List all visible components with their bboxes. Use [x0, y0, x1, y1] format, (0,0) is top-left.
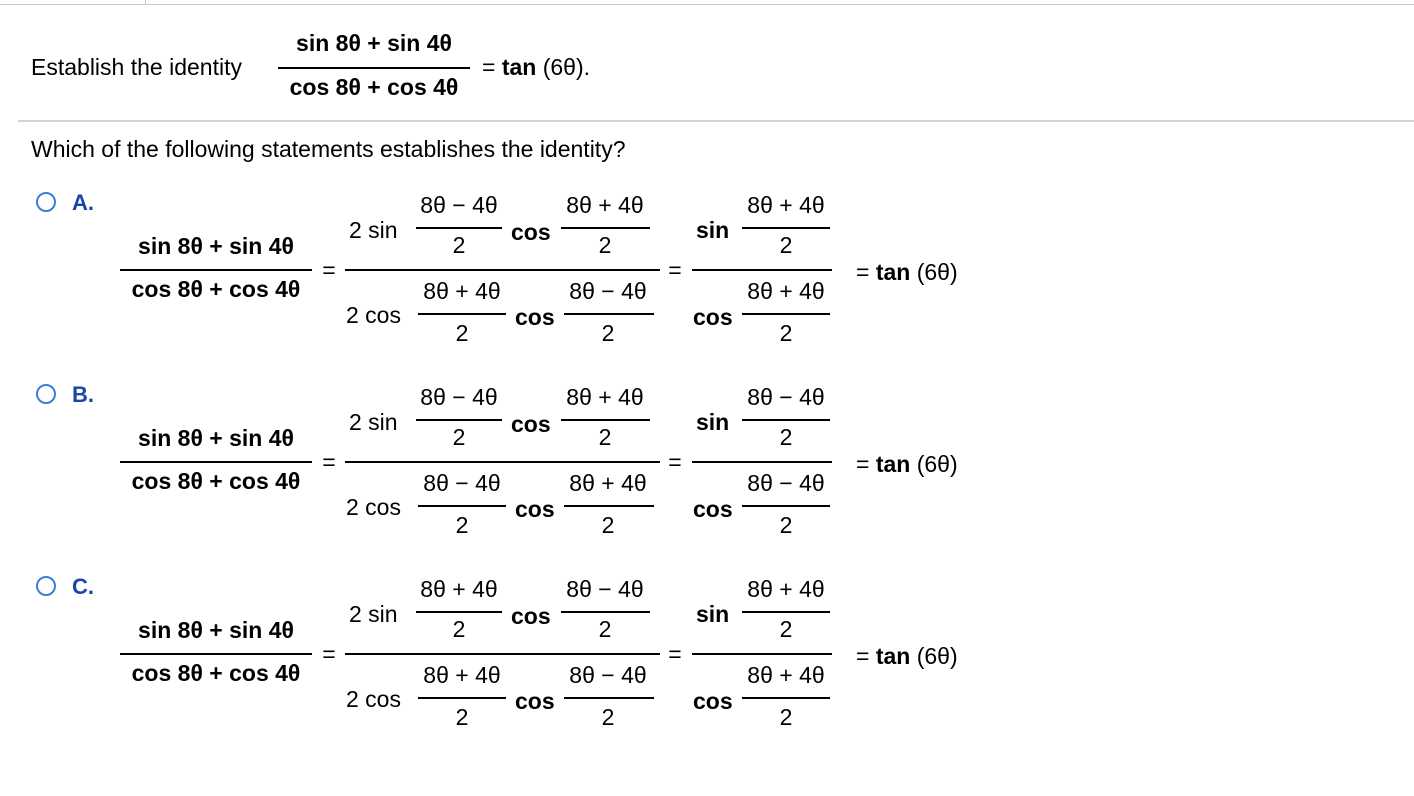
right-den-fn: cos — [693, 688, 733, 714]
equals-sign-2: = — [668, 257, 682, 283]
right-num-frac-bar — [742, 419, 830, 421]
lhs-numerator: sin 8θ + sin 4θ — [138, 425, 294, 451]
mid-den-frac2-den: 2 — [601, 320, 615, 346]
right-den-frac-num: 8θ + 4θ — [747, 662, 825, 688]
lhs-fraction-bar — [120, 269, 312, 271]
prompt-equals: = — [482, 54, 502, 80]
prompt-text: Establish the identity — [31, 54, 242, 80]
mid-num-frac1-den: 2 — [452, 424, 466, 450]
prompt-numerator: sin 8θ + sin 4θ — [296, 30, 452, 56]
option-a-label[interactable]: A. — [72, 190, 94, 215]
mid-num-cos: cos — [511, 603, 551, 629]
right-num-frac-den: 2 — [779, 424, 793, 450]
result — [856, 259, 958, 286]
mid-den-frac1-bar — [418, 505, 506, 507]
lhs-fraction-bar — [120, 653, 312, 655]
mid-den-frac2-bar — [564, 697, 654, 699]
mid-den-cos: cos — [515, 304, 555, 330]
result-arg: (6θ) — [910, 643, 958, 669]
prompt-rhs — [482, 54, 590, 81]
result-arg: (6θ) — [910, 451, 958, 477]
equals-sign-1: = — [322, 641, 336, 667]
mid-num-frac1-den: 2 — [452, 232, 466, 258]
right-den-fn: cos — [693, 496, 733, 522]
mid-num-frac2-bar — [561, 611, 650, 613]
radio-option-b[interactable] — [36, 384, 56, 404]
mid-den-coef: 2 cos — [346, 686, 401, 712]
mid-den-frac2-bar — [564, 505, 654, 507]
option-c — [0, 570, 1414, 760]
lhs-numerator: sin 8θ + sin 4θ — [138, 233, 294, 259]
top-border-tick — [145, 0, 146, 5]
right-num-frac-num: 8θ + 4θ — [747, 192, 825, 218]
radio-option-a[interactable] — [36, 192, 56, 212]
result-equals: = — [856, 451, 876, 477]
top-border — [0, 4, 1414, 5]
mid-den-coef: 2 cos — [346, 494, 401, 520]
right-num-frac-den: 2 — [779, 232, 793, 258]
mid-num-frac2-num: 8θ + 4θ — [566, 192, 644, 218]
right-den-frac-bar — [742, 313, 830, 315]
right-den-fn: cos — [693, 304, 733, 330]
mid-num-cos: cos — [511, 219, 551, 245]
mid-den-coef: 2 cos — [346, 302, 401, 328]
result-arg: (6θ) — [910, 259, 958, 285]
result — [856, 451, 958, 478]
question-text: Which of the following statements establishes the identity? — [31, 136, 626, 162]
option-a — [0, 186, 1414, 376]
mid-num-frac1-bar — [416, 611, 502, 613]
right-fraction-bar — [692, 461, 832, 463]
right-den-frac-num: 8θ − 4θ — [747, 470, 825, 496]
result-equals: = — [856, 643, 876, 669]
mid-den-frac1-bar — [418, 313, 506, 315]
lhs-denominator: cos 8θ + cos 4θ — [131, 468, 301, 494]
mid-num-frac1-num: 8θ − 4θ — [420, 192, 498, 218]
prompt-tan-arg: (6θ). — [536, 54, 591, 80]
right-num-fn: sin — [696, 409, 730, 435]
mid-den-cos: cos — [515, 688, 555, 714]
mid-den-frac1-den: 2 — [455, 320, 469, 346]
mid-den-frac1-num: 8θ + 4θ — [423, 662, 501, 688]
mid-den-frac2-bar — [564, 313, 654, 315]
middle-fraction-bar — [345, 461, 660, 463]
lhs-denominator: cos 8θ + cos 4θ — [131, 660, 301, 686]
right-den-frac-den: 2 — [779, 320, 793, 346]
result-tan: tan — [875, 451, 911, 477]
mid-num-coef: 2 sin — [349, 601, 398, 627]
equals-sign-1: = — [322, 257, 336, 283]
right-num-frac-den: 2 — [779, 616, 793, 642]
right-den-frac-num: 8θ + 4θ — [747, 278, 825, 304]
mid-num-frac2-den: 2 — [598, 424, 612, 450]
right-den-frac-den: 2 — [779, 512, 793, 538]
mid-num-coef: 2 sin — [349, 217, 398, 243]
mid-den-frac2-den: 2 — [601, 512, 615, 538]
mid-num-frac1-bar — [416, 419, 502, 421]
mid-den-frac2-num: 8θ − 4θ — [569, 662, 647, 688]
middle-fraction-bar — [345, 653, 660, 655]
result-tan: tan — [875, 259, 911, 285]
lhs-denominator: cos 8θ + cos 4θ — [131, 276, 301, 302]
result-tan: tan — [875, 643, 911, 669]
middle-fraction-bar — [345, 269, 660, 271]
prompt-tan: tan — [501, 54, 537, 80]
option-c-label[interactable]: C. — [72, 574, 94, 599]
right-den-frac-bar — [742, 505, 830, 507]
mid-den-frac2-num: 8θ + 4θ — [569, 470, 647, 496]
mid-num-frac1-num: 8θ − 4θ — [420, 384, 498, 410]
section-divider — [18, 120, 1414, 122]
mid-den-frac1-num: 8θ − 4θ — [423, 470, 501, 496]
mid-num-cos: cos — [511, 411, 551, 437]
mid-num-frac2-den: 2 — [598, 232, 612, 258]
right-fraction-bar — [692, 269, 832, 271]
mid-den-frac1-den: 2 — [455, 512, 469, 538]
lhs-fraction-bar — [120, 461, 312, 463]
mid-den-frac1-bar — [418, 697, 506, 699]
prompt-denominator: cos 8θ + cos 4θ — [289, 74, 459, 100]
result-equals: = — [856, 259, 876, 285]
mid-num-frac2-num: 8θ − 4θ — [566, 576, 644, 602]
mid-num-coef: 2 sin — [349, 409, 398, 435]
mid-den-frac1-num: 8θ + 4θ — [423, 278, 501, 304]
mid-num-frac1-num: 8θ + 4θ — [420, 576, 498, 602]
mid-den-frac2-num: 8θ − 4θ — [569, 278, 647, 304]
mid-den-frac2-den: 2 — [601, 704, 615, 730]
mid-den-cos: cos — [515, 496, 555, 522]
right-num-frac-bar — [742, 611, 830, 613]
radio-option-c[interactable] — [36, 576, 56, 596]
mid-num-frac1-den: 2 — [452, 616, 466, 642]
mid-num-frac2-bar — [561, 227, 650, 229]
right-den-frac-den: 2 — [779, 704, 793, 730]
equals-sign-1: = — [322, 449, 336, 475]
mid-num-frac2-num: 8θ + 4θ — [566, 384, 644, 410]
option-b-label[interactable]: B. — [72, 382, 94, 407]
option-b — [0, 378, 1414, 568]
right-num-frac-bar — [742, 227, 830, 229]
prompt-fraction-bar — [278, 67, 470, 69]
right-num-frac-num: 8θ − 4θ — [747, 384, 825, 410]
right-num-frac-num: 8θ + 4θ — [747, 576, 825, 602]
mid-num-frac2-bar — [561, 419, 650, 421]
lhs-numerator: sin 8θ + sin 4θ — [138, 617, 294, 643]
mid-num-frac1-bar — [416, 227, 502, 229]
right-den-frac-bar — [742, 697, 830, 699]
right-fraction-bar — [692, 653, 832, 655]
equals-sign-2: = — [668, 641, 682, 667]
right-num-fn: sin — [696, 601, 730, 627]
equals-sign-2: = — [668, 449, 682, 475]
mid-num-frac2-den: 2 — [598, 616, 612, 642]
result — [856, 643, 958, 670]
right-num-fn: sin — [696, 217, 730, 243]
mid-den-frac1-den: 2 — [455, 704, 469, 730]
